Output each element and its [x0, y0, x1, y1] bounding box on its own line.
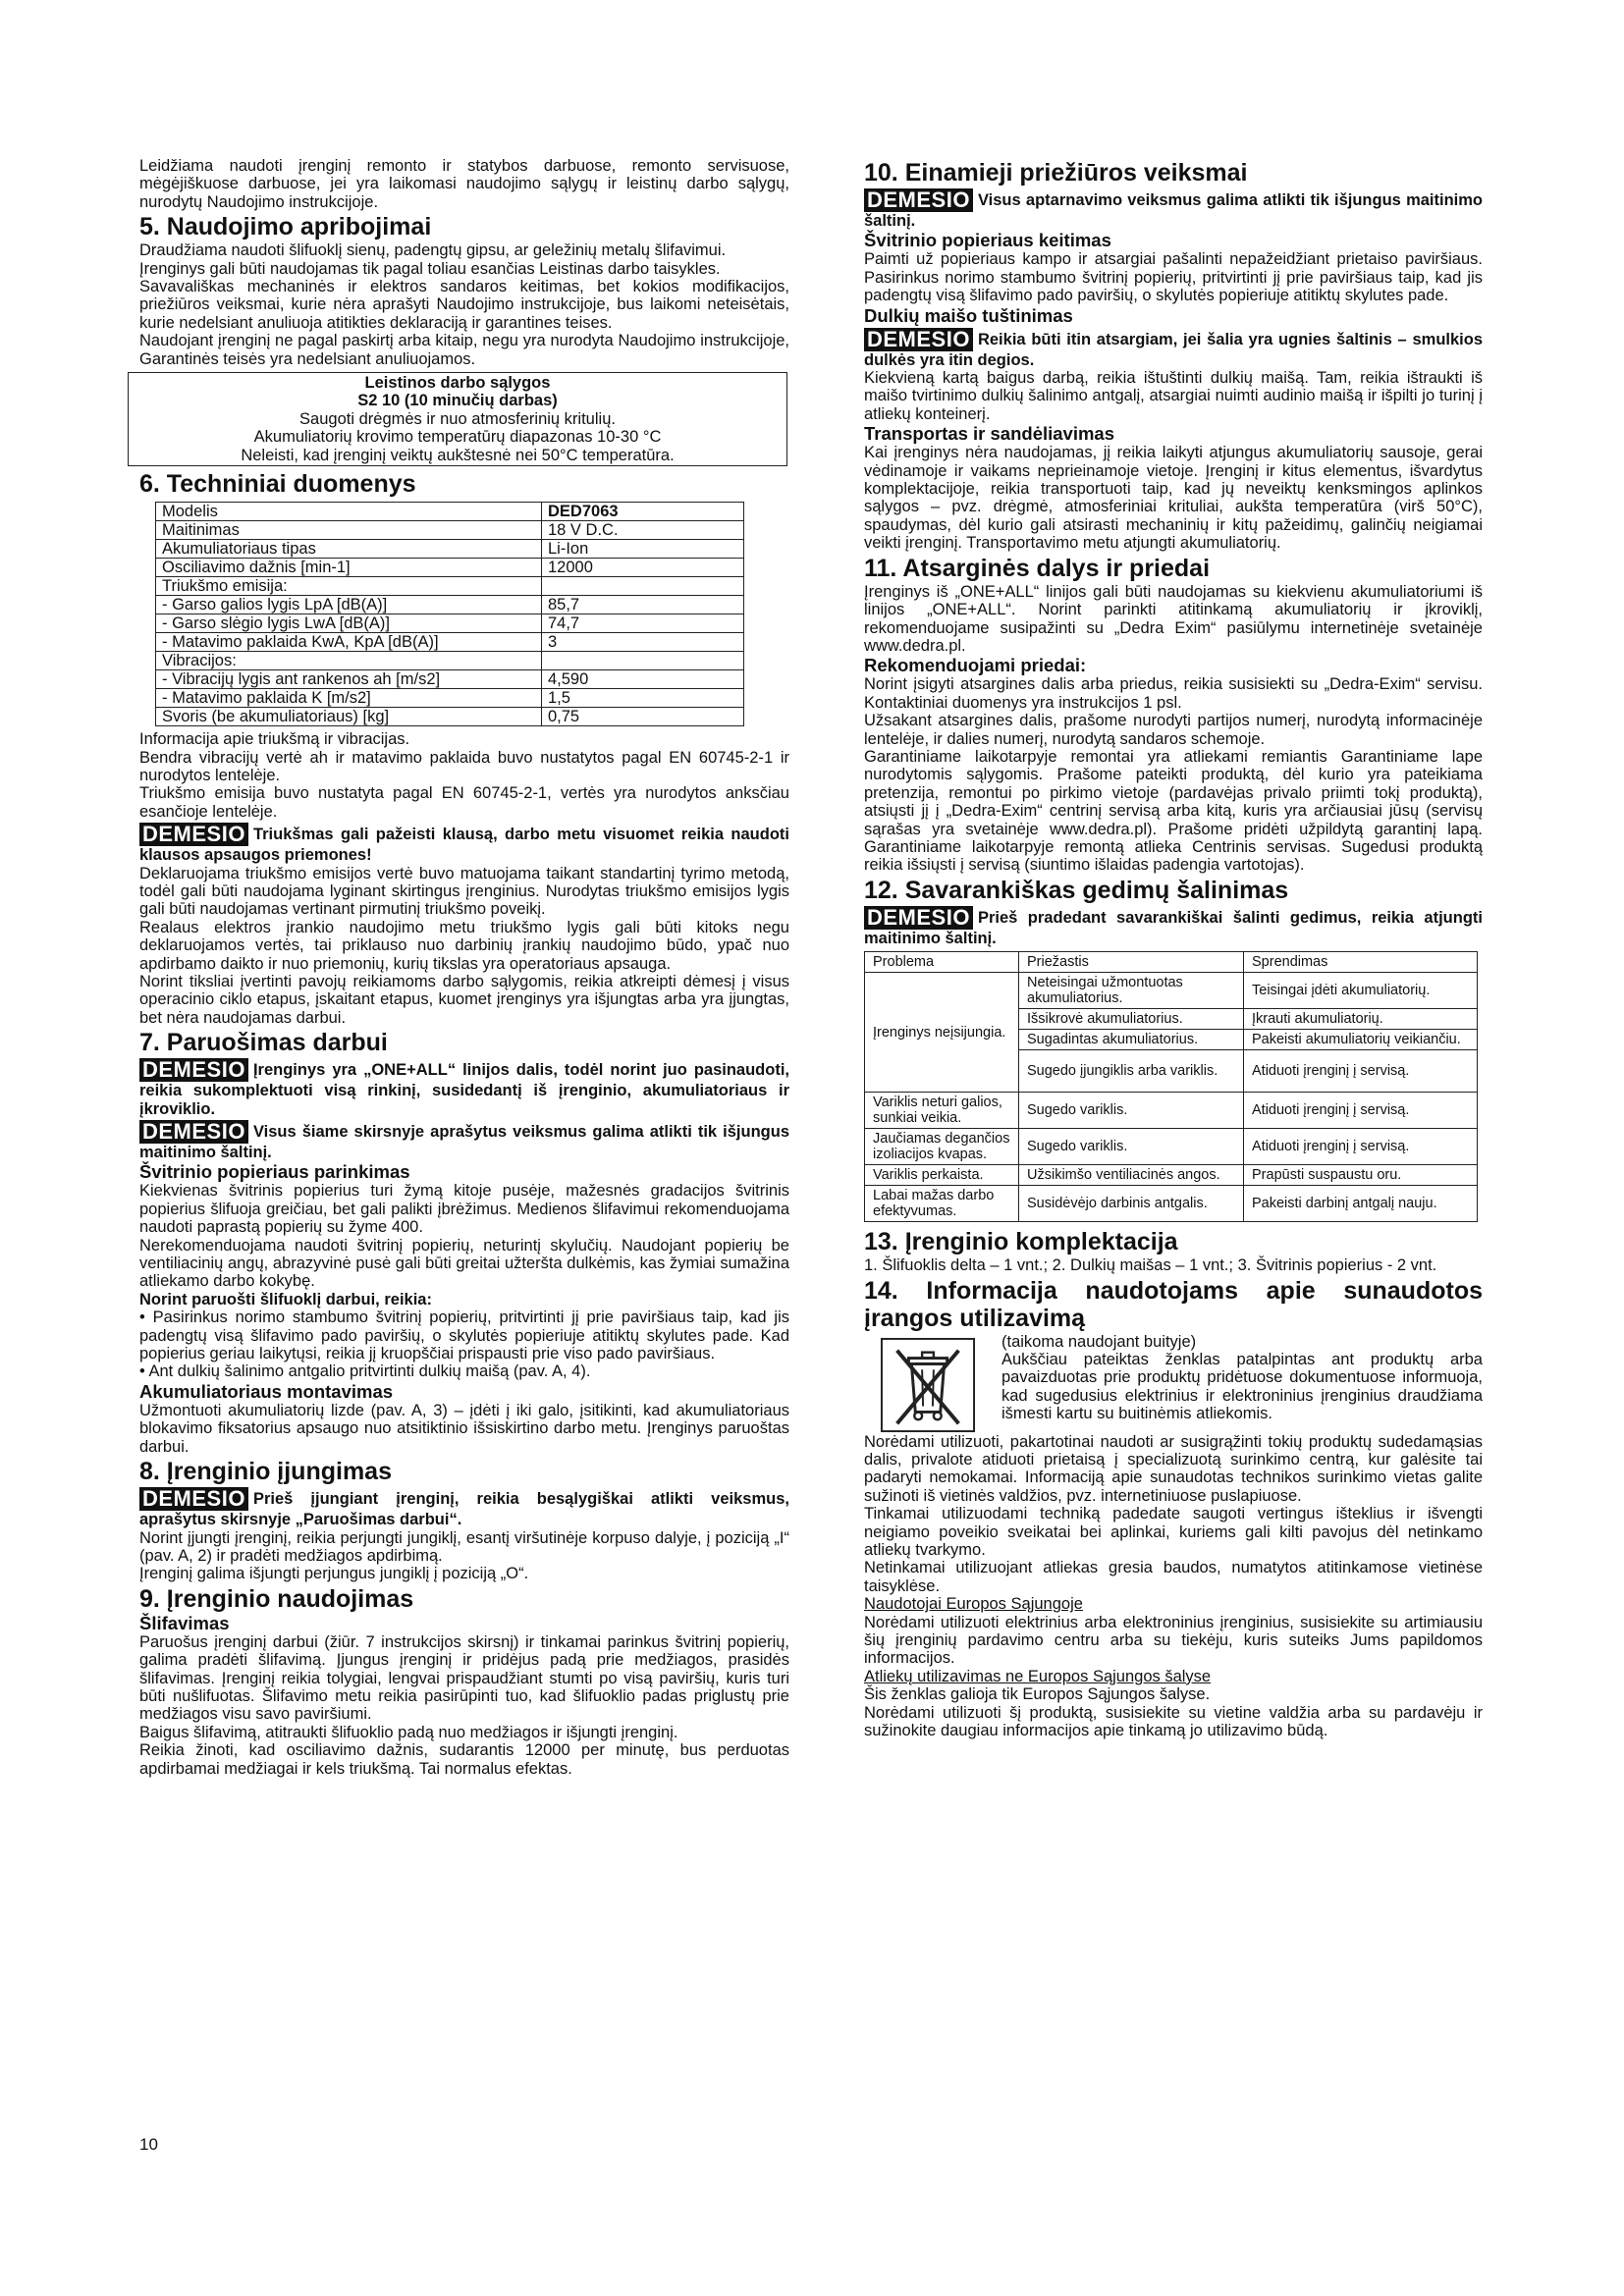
demesio-badge: DEMESIO	[139, 1487, 248, 1511]
s14-eu-heading: Naudotojai Europos Sąjungoje	[864, 1595, 1083, 1614]
table-row	[865, 973, 1478, 1009]
cause-cell: Sugedo įjungiklis arba variklis.	[1019, 1050, 1244, 1093]
problem-cell: Įrenginys neįsijungia.	[865, 973, 1019, 1093]
section-12-title: 12. Savarankiškas gedimų šalinimas	[864, 876, 1289, 904]
s8-warning	[139, 1487, 789, 1528]
table-row	[156, 577, 744, 596]
section-10-title: 10. Einamieji priežiūros veiksmai	[864, 159, 1248, 187]
table-row	[156, 670, 744, 689]
spec-value-cell	[542, 577, 744, 596]
header-solution: Sprendimas	[1244, 952, 1478, 973]
spec-value-cell: 74,7	[542, 614, 744, 633]
s10-paragraph-2: Kiekvieną kartą baigus darbą, reikia ištuštinti dulkių maišą. Tam, reikia ištraukti iš maišo tvirtinimo dulkių šalinimo antgalį, atsargiai nuimti audinio maišą ir išpilti jo turinį į atliekų konteinerį.	[864, 369, 1483, 423]
s14-paragraph-6: Šis ženklas galioja tik Europos Sąjungos šalyse.	[864, 1685, 1211, 1704]
spec-name-cell: - Matavimo paklaida K [m/s2]	[156, 689, 542, 708]
problem-cell: Variklis neturi galios, sunkiai veikia.	[865, 1093, 1019, 1129]
section-7-title: 7. Paruošimas darbui	[139, 1029, 388, 1057]
s14-non-eu-heading: Atliekų utilizavimas ne Europos Sąjungos šalyse	[864, 1667, 1212, 1685]
s14-note: (taikoma naudojant buityje)	[1001, 1332, 1197, 1351]
s7-paragraph-3: Norint paruošti šlifuoklį darbui, reikia:	[139, 1290, 432, 1308]
cause-cell: Sugedo variklis.	[1019, 1093, 1244, 1129]
s9-paragraph-3: Reikia žinoti, kad osciliavimo dažnis, sudarantis 12000 per minutę, bus perduotas apdirbamai medžiagai ir kels triukšmą. Tai normalus efektas.	[139, 1741, 789, 1778]
spec-value-cell: 1,5	[542, 689, 744, 708]
table-row	[156, 689, 744, 708]
s9-subtitle: Šlifavimas	[139, 1612, 230, 1633]
spec-value-cell: 4,590	[542, 670, 744, 689]
section-9-title: 9. Įrenginio naudojimas	[139, 1584, 414, 1613]
table-row	[865, 1093, 1478, 1129]
section-8-title: 8. Įrenginio įjungimas	[139, 1458, 392, 1486]
s7-subtitle-1: Švitrinio popieriaus parinkimas	[139, 1161, 410, 1183]
spec-name-cell: Svoris (be akumuliatoriaus) [kg]	[156, 708, 542, 726]
s11-paragraph-2: Norint įsigyti atsargines dalis arba priedus, reikia susisiekti su „Dedra-Exim“ servisu. Kontaktiniai duomenys yra instrukcijos 1 psl.	[864, 675, 1483, 712]
problem-cell: Labai mažas darbo efektyvumas.	[865, 1186, 1019, 1222]
table-row	[865, 1129, 1478, 1165]
s7-warning-2	[139, 1120, 789, 1161]
section-14-title: 14. Informacija naudotojams apie sunaudotos įrangos utilizavimą	[864, 1276, 1483, 1332]
table-header-row	[865, 952, 1478, 973]
s5-paragraph-1: Draudžiama naudoti šlifuoklį sienų, padengtų gipsu, ar geležinių metalų šlifavimui.	[139, 241, 727, 260]
spec-value-cell: DED7063	[542, 503, 744, 521]
table-row	[156, 521, 744, 540]
solution-cell: Teisingai įdėti akumuliatorių.	[1244, 973, 1478, 1009]
table-row	[156, 614, 744, 633]
table-row	[156, 652, 744, 670]
spec-name-cell: Maitinimas	[156, 521, 542, 540]
s7-paragraph-1: Kiekvienas švitrinis popierius turi žymą kitoje pusėje, mažesnės gradacijos švitrinis popierius šlifuoja greičiau, bet gali palikti įbrėžimus. Medienos šlifavimui rekomenduojama naudoti paprastą popierių su žyme 400.	[139, 1182, 789, 1237]
s10-subtitle-3: Transportas ir sandėliavimas	[864, 423, 1115, 445]
spec-value-cell: 85,7	[542, 596, 744, 614]
cause-cell: Sugadintas akumuliatorius.	[1019, 1030, 1244, 1050]
s11-subtitle: Rekomenduojami priedai:	[864, 655, 1087, 676]
s14-paragraph-1: Aukščiau pateiktas ženklas patalpintas ant produktų arba pavaizduotas prie produktų pridėtuose dokumentuose informuoja, kad sugedusius elektrinius ir elektroninius įrenginius draudžiama išmesti kartu su buitinėmis atliekomis.	[1001, 1351, 1483, 1423]
s14-paragraph-4: Netinkamai utilizuojant atliekas gresia baudos, numatytos atitinkamose vietinėse taisyklėse.	[864, 1559, 1483, 1595]
s10-warning-2-text: Reikia būti itin atsargiam, jei šalia yra ugnies šaltinis – smulkios dulkės yra itin degios.	[864, 330, 1483, 369]
cause-cell: Užsikimšo ventiliacinės angos.	[1019, 1165, 1244, 1186]
table-row	[865, 1165, 1478, 1186]
s10-subtitle-2: Dulkių maišo tuštinimas	[864, 304, 1073, 326]
cause-cell: Neteisingai užmontuotas akumuliatorius.	[1019, 973, 1244, 1009]
demesio-badge: DEMESIO	[864, 188, 973, 212]
s11-paragraph-3: Užsakant atsargines dalis, prašome nurodyti partijos numerį, nurodytą informacinėje lentelėje, ir dalies numerį, nurodytą sandaros schemoje.	[864, 712, 1483, 748]
s14-paragraph-2: Norėdami utilizuoti, pakartotinai naudoti ar susigrąžinti tokių produktų sudedamąsias dalis, privalote atiduoti prietaisą į specializuotą surinkimo centrą, kur galėsite tai padaryti nemokamai. Informaciją apie sunaudotas technikos surinkimo vietas galite sužinoti iš vietinės valdžios, pvz. internetiniuose puslapiuose.	[864, 1432, 1483, 1505]
spec-value-cell	[542, 652, 744, 670]
box-line-1: Saugoti drėgmės ir nuo atmosferinių kritulių.	[299, 409, 616, 428]
s10-subtitle-1: Švitrinio popieriaus keitimas	[864, 230, 1111, 251]
spec-name-cell: Modelis	[156, 503, 542, 521]
s14-paragraph-3: Tinkamai utilizuodami techniką padedate saugoti vertingus išteklius ir išvengti neigiamo poveikio sveikatai bei aplinkai, kuriems gali kilti pavojus dėl netinkamo atliekų tvarkymo.	[864, 1505, 1483, 1560]
header-problem: Problema	[865, 952, 1019, 973]
table-row	[865, 1186, 1478, 1222]
troubleshooting-table	[864, 951, 1478, 1222]
spec-value-cell: 3	[542, 633, 744, 652]
solution-cell: Pakeisti darbinį antgalį nauju.	[1244, 1186, 1478, 1222]
s11-paragraph-1: Įrenginys iš „ONE+ALL“ linijos gali būti naudojamas su kiekvienu akumuliatoriumi iš linijos „ONE+ALL“. Norint parinkti atitinkamą akumuliatorių ir įkroviklį, rekomenduojame susipažinti su „Dedra Exim“ pasiūlymu internetinėje svetainėje www.dedra.pl.	[864, 582, 1483, 655]
s6-warning	[139, 823, 789, 864]
s6-paragraph-2: Bendra vibracijų vertė ah ir matavimo paklaida buvo nustatytos pagal EN 60745-2-1 ir nurodytos lentelėje.	[139, 748, 789, 784]
demesio-badge: DEMESIO	[864, 328, 973, 351]
solution-cell: Įkrauti akumuliatorių.	[1244, 1009, 1478, 1030]
s8-warning-text: Prieš įjungiant įrenginį, reikia besąlygiškai atlikti veiksmus, aprašytus skirsnyje „Paruošimas darbui“.	[139, 1490, 789, 1529]
tech-data-table	[155, 502, 744, 726]
box-line-3: Neleisti, kad įrenginį veiktų aukštesnė nei 50°C temperatūra.	[241, 446, 675, 464]
table-row	[156, 540, 744, 559]
s7-warning-2-text: Visus šiame skirsnyje aprašytus veiksmus galima atlikti tik išjungus maitinimo šaltinį.	[139, 1123, 789, 1161]
problem-cell: Jaučiamas degančios izoliacijos kvapas.	[865, 1129, 1019, 1165]
box-title: Leistinos darbo sąlygos	[364, 374, 551, 393]
solution-cell: Prapūsti suspaustu oru.	[1244, 1165, 1478, 1186]
section-6-title: 6. Techniniai duomenys	[139, 470, 416, 499]
table-row	[156, 559, 744, 577]
s14-paragraph-7: Norėdami utilizuoti šį produktą, susisiekite su vietine valdžia arba su pardavėju ir sužinokite daugiau informacijos apie tinkamą jo utilizavimo būdą.	[864, 1703, 1483, 1740]
cause-cell: Išsikrovė akumuliatorius.	[1019, 1009, 1244, 1030]
crossed-bin-icon	[880, 1337, 976, 1433]
s14-paragraph-5: Norėdami utilizuoti elektrinius arba elektroninius įrenginius, susisiekite su artimiausiu šių įrenginių pardavimo centru arba su tiekėju, kuris suteiks Jums papildomos informacijos.	[864, 1613, 1483, 1668]
spec-value-cell: 0,75	[542, 708, 744, 726]
s9-paragraph-2: Baigus šlifavimą, atitraukti šlifuoklio padą nuo medžiagos ir išjungti įrenginį.	[139, 1723, 678, 1741]
solution-cell: Atiduoti įrenginį į servisą.	[1244, 1129, 1478, 1165]
spec-name-cell: - Garso galios lygis LpA [dB(A)]	[156, 596, 542, 614]
s11-paragraph-4: Garantiniame laikotarpyje remontai yra atliekami remiantis Garantiniame lape nurodytomis sąlygomis. Prašome pateikti produktą, dėl kurio yra pateikiama pretenzija, remontui po pirkimo vietoje (pardavėjas privalo priimti tokį produktą), atsiųsti jį į „Dedra-Exim“ centrinį servisą arba kitą, kuris yra arčiausiai jūsų (servisų sąrašas yra svetainėje www.dedra.pl). Prašome pridėti užpildytą garantinį lapą. Garantiniame laikotarpyje remontą atlieka Centrinis servisas. Sugedusi produktą reikia išsiųsti į servisą (siuntimo išlaidas padengia vartotojas).	[864, 747, 1483, 875]
spec-value-cell: 12000	[542, 559, 744, 577]
spec-name-cell: Vibracijos:	[156, 652, 542, 670]
s7-warning-1	[139, 1058, 789, 1118]
box-s2: S2 10 (10 minučių darbas)	[357, 392, 558, 410]
table-row	[156, 708, 744, 726]
s7-bullet-1: • Pasirinkus norimo stambumo švitrinį popierių, pritvirtinti jį prie paviršiaus taip, kad jis padengtų visą šlifavimo pado paviršių, o skylutės popieriuje atitiktų skylutes pade. Kad popierius geriau laikytųsi, reikia jį kruopščiai prispausti prie viso pado paviršiaus.	[139, 1308, 789, 1363]
s13-paragraph-1: 1. Šlifuoklis delta – 1 vnt.; 2. Dulkių maišas – 1 vnt.; 3. Švitrinis popierius - 2 vnt.	[864, 1256, 1437, 1275]
s6-paragraph-5: Realaus elektros įrankio naudojimo metu triukšmo lygis gali būti kitoks negu deklaruojamos vertės, tai priklauso nuo darbinių įrankių naudojimo būdo, ypač nuo apdirbamo daikto ir nuo priemonių, kurių tikslas yra operatoriaus apsauga.	[139, 918, 789, 973]
s9-paragraph-1: Paruošus įrenginį darbui (žiūr. 7 instrukcijos skirsnį) ir tinkamai parinkus švitrinį popierių, galima pradėti šlifavimą. Įjungus įrenginį ir pridėjus padą prie medžiagos, prasidės šlifavimas. Įrenginį reikia tolygiai, lengvai prispaudžiant stumti po visą paviršių, kuris turi būti nušlifuotas. Šlifavimo metu reikia pasirūpinti tuo, kad šlifuoklio padas priglustų prie medžiagos visu savo paviršiumi.	[139, 1632, 789, 1724]
spec-value-cell: Li-Ion	[542, 540, 744, 559]
spec-name-cell: Triukšmo emisija:	[156, 577, 542, 596]
demesio-badge: DEMESIO	[139, 1120, 248, 1144]
s6-warning-text: Triukšmas gali pažeisti klausą, darbo metu visuomet reikia naudoti klausos apsaugos priemones!	[139, 826, 789, 865]
s8-paragraph-1: Norint įjungti įrenginį, reikia perjungti jungiklį, esantį viršutinėje korpuso dalyje, į poziciją „I“ (pav. A, 2) ir pradėti medžiagos apdirbimą.	[139, 1528, 789, 1565]
table-row	[156, 633, 744, 652]
s6-paragraph-6: Norint tiksliai įvertinti pavojų reikiamoms darbo sąlygomis, reikia atkreipti dėmesį į visus operacinio ciklo etapus, įskaitant etapus, kuomet įrenginys yra išjungtas arba yra įjungtas, bet nėra naudojamas darbui.	[139, 972, 789, 1027]
demesio-badge: DEMESIO	[139, 823, 248, 846]
section-11-title: 11. Atsarginės dalys ir priedai	[864, 554, 1211, 582]
spec-name-cell: - Garso slėgio lygis LwA [dB(A)]	[156, 614, 542, 633]
spec-name-cell: - Matavimo paklaida KwA, KpA [dB(A)]	[156, 633, 542, 652]
s5-paragraph-3: Savavališkas mechaninės ir elektros sandaros keitimas, bet kokios modifikacijos, priežiūros veiksmai, kurie nėra aprašyti Naudojimo instrukcijoje, bus laikomi neteisėtais, kurie nedelsiant anuliuoja atitikties deklaraciją ir garantines teises.	[139, 278, 789, 332]
s10-warning-text: Visus aptarnavimo veiksmus galima atlikti tik išjungus maitinimo šaltinį.	[864, 191, 1483, 230]
spec-name-cell: Osciliavimo dažnis [min-1]	[156, 559, 542, 577]
section-5-title: 5. Naudojimo apribojimai	[139, 213, 432, 241]
solution-cell: Atiduoti įrenginį į servisą.	[1244, 1093, 1478, 1129]
s6-paragraph-1: Informacija apie triukšmą ir vibracijas.	[139, 730, 410, 749]
solution-cell: Pakeisti akumuliatorių veikiančiu.	[1244, 1030, 1478, 1050]
s10-paragraph-1: Paimti už popieriaus kampo ir atsargiai pašalinti nepažeidžiant prietaiso paviršiaus. Pasirinkus norimo stambumo švitrinį popierių, pritvirtinti jį prie paviršiaus taip, kad jis padengtų visą šlifavimo pado paviršių, o skylutės popieriuje atitiktų skylutes pade.	[864, 250, 1483, 305]
intro-paragraph: Leidžiama naudoti įrenginį remonto ir statybos darbuose, remonto servisuose, mėgėjiškuose darbuose, jei yra laikomasi naudojimo sąlygų ir leistinų darbo sąlygų, nurodytų Naudojimo instrukcijoje.	[139, 157, 789, 211]
left-column	[139, 157, 789, 1778]
s7-bullet-2: • Ant dulkių šalinimo antgalio pritvirtinti dulkių maišą (pav. A, 4).	[139, 1362, 591, 1381]
s8-paragraph-2: Įrenginį galima išjungti perjungus jungiklį į poziciją „O“.	[139, 1565, 529, 1583]
header-cause: Priežastis	[1019, 952, 1244, 973]
box-line-2: Akumuliatorių krovimo temperatūrų diapazonas 10-30 °C	[253, 428, 662, 447]
section-13-title: 13. Įrenginio komplektacija	[864, 1228, 1178, 1256]
s12-warning-text: Prieš pradedant savarankiškai šalinti gedimus, reikia atjungti maitinimo šaltinį.	[864, 908, 1483, 947]
problem-cell: Variklis perkaista.	[865, 1165, 1019, 1186]
spec-name-cell: Akumuliatoriaus tipas	[156, 540, 542, 559]
s12-warning	[864, 906, 1483, 947]
s10-warning	[864, 188, 1483, 230]
spec-name-cell: - Vibracijų lygis ant rankenos ah [m/s2]	[156, 670, 542, 689]
demesio-badge: DEMESIO	[139, 1058, 248, 1082]
table-row	[156, 596, 744, 614]
s7-paragraph-2: Nerekomenduojama naudoti švitrinį popierių, neturintį skylučių. Naudojant popierių be ventiliacinių angų, abrazyvinė pusė gali būti greitai užteršta dulkėmis, kas žymiai sumažina atliekamo darbo kokybę.	[139, 1236, 789, 1291]
cause-cell: Susidėvėjo darbinis antgalis.	[1019, 1186, 1244, 1222]
s5-paragraph-4: Naudojant įrenginį ne pagal paskirtį arba kitaip, negu yra nurodyta Naudojimo instrukcijoje, Garantinės teisės yra nedelsiant anuliuojamos.	[139, 332, 789, 368]
right-column	[864, 157, 1483, 1740]
s7-subtitle-2: Akumuliatoriaus montavimas	[139, 1380, 394, 1402]
s5-paragraph-2: Įrenginys gali būti naudojamas tik pagal toliau esančias Leistinas darbo taisykles.	[139, 259, 721, 278]
s10-paragraph-3: Kai įrenginys nėra naudojamas, jį reikia laikyti atjungus akumuliatorių sausoje, gerai vėdinamoje ir vaikams neprieinamoje vietoje. Įrenginį ir kitus elementus, išvardytus komplektacijoje, reikia transportuoti taip, kad jų neveiktų kenksmingos aplinkos sąlygos – pvz. drėgmė, atmosferiniai krituliai, aukšta temperatūra (virš 50°C), spaudymas, dėl kurio gali atsirasti mechaninių ir kitų pažeidimų, galinčių neigiamai veikti įrenginį. Transportavimo metu atjungti akumuliatorių.	[864, 444, 1483, 553]
s6-paragraph-4: Deklaruojama triukšmo emisijos vertė buvo matuojama taikant standartinį tyrimo metodą, todėl gali būti naudojama lyginant skirtingus įrenginius. Nurodytas triukšmo emisijos lygis gali būti naudojamas vertinant pirmutinį triukšmo poveikį.	[139, 864, 789, 919]
s7-warning-1-text: Įrenginys yra „ONE+ALL“ linijos dalis, todėl norint juo pasinaudoti, reikia sukomplektuoti visą rinkinį, susidedantį iš įrenginio, akumuliatoriaus ir įkroviklio.	[139, 1061, 789, 1118]
demesio-badge: DEMESIO	[864, 906, 973, 930]
cause-cell: Sugedo variklis.	[1019, 1129, 1244, 1165]
table-row	[156, 503, 744, 521]
page-number: 10	[139, 2135, 158, 2154]
s10-warning-2	[864, 328, 1483, 369]
s6-paragraph-3: Triukšmo emisija buvo nustatyta pagal EN 60745-2-1, vertės yra nurodytos anksčiau esančioje lentelėje.	[139, 784, 789, 821]
working-conditions-box	[128, 372, 787, 466]
spec-value-cell: 18 V D.C.	[542, 521, 744, 540]
s7-paragraph-4: Užmontuoti akumuliatorių lizde (pav. A, 3) – įdėti į iki galo, įsitikinti, kad akumuliatoriaus blokavimo fiksatorius apsaugo nuo atsitiktinio išsiskirtino darbo metu. Įrenginys paruoštas darbui.	[139, 1401, 789, 1456]
solution-cell: Atiduoti įrenginį į servisą.	[1244, 1050, 1478, 1093]
weee-block	[864, 1333, 1483, 1433]
